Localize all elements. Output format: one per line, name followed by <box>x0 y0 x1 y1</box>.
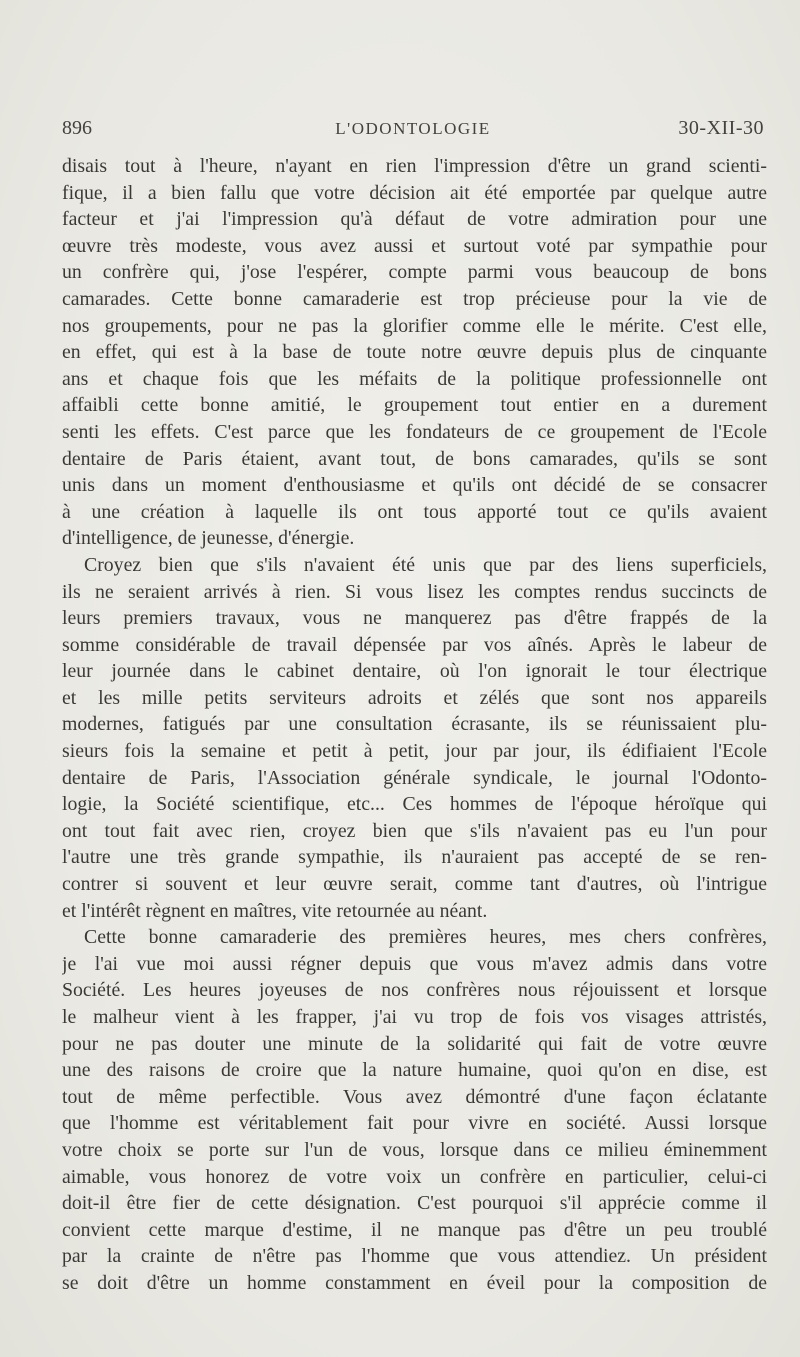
page-number: 896 <box>62 117 92 139</box>
journal-title: L'ODONTOLOGIE <box>335 119 491 138</box>
text-line: dentaire de Paris étaient, avant tout, de bons camarades, qu'ils se sont <box>62 447 767 470</box>
text-line: modernes, fatigués par une consultation écrasante, ils se réunissaient plu- <box>62 713 767 736</box>
text-line: par la crainte de n'être pas l'homme que vous attendiez. Un président <box>62 1245 767 1268</box>
text-line: un confrère qui, j'ose l'espérer, compte parmi vous beaucoup de bons <box>62 261 767 284</box>
text-line: le malheur vient à les frapper, j'ai vu trop de fois vos visages attristés, <box>62 1006 767 1028</box>
text-line: ils ne seraient arrivés à rien. Si vous lisez les comptes rendus succincts de <box>62 580 767 603</box>
text-line: ans et chaque fois que les méfaits de la politique professionnelle ont <box>62 367 767 390</box>
text-line: leur journée dans le cabinet dentaire, où l'on ignorait le tour électrique <box>62 660 767 683</box>
text-line: unis dans un moment d'enthousiasme et qu'ils ont décidé de se consacrer <box>62 474 767 497</box>
text-line: une des raisons de croire que la nature humaine, quoi qu'on en dise, est <box>62 1059 767 1082</box>
text-line: doit-il être fier de cette désignation. C'est pourquoi s'il apprécie comme il <box>62 1192 767 1215</box>
body-text <box>62 153 767 1297</box>
text-line: tout de même perfectible. Vous avez démontré d'une façon éclatante <box>62 1085 767 1108</box>
text-line: et les mille petits serviteurs adroits et zélés que sont nos appareils <box>62 686 767 709</box>
paragraph-end-line: et l'intérêt règnent en maîtres, vite retournée au néant. <box>62 899 488 922</box>
text-line: dentaire de Paris, l'Association générale syndicale, le journal l'Odonto- <box>62 766 767 789</box>
text-line: convient cette marque d'estime, il ne manque pas d'être un peu troublé <box>62 1218 767 1241</box>
text-line: votre choix se porte sur l'un de vous, lorsque dans ce milieu éminemment <box>62 1138 767 1161</box>
paragraph-start-line: Cette bonne camaraderie des premières heures, mes chers confrères, <box>84 926 767 949</box>
text-line: somme considérable de travail dépensée par vos aînés. Après le labeur de <box>62 633 767 656</box>
text-line: se doit d'être un homme constamment en éveil pour la composition de <box>62 1271 767 1294</box>
paragraph-start-line: Croyez bien que s'ils n'avaient été unis que par des liens superficiels, <box>84 553 767 576</box>
text-line: œuvre très modeste, vous avez aussi et surtout voté par sympathie pour <box>62 234 767 257</box>
text-line: en effet, qui est à la base de toute notre œuvre depuis plus de cinquante <box>62 341 767 364</box>
text-line: disais tout à l'heure, n'ayant en rien l'impression d'être un grand scienti- <box>62 155 767 177</box>
text-line: Société. Les heures joyeuses de nos confrères nous réjouissent et lorsque <box>62 979 767 1002</box>
text-line: fique, il a bien fallu que votre décision ait été emportée par quelque autre <box>62 181 767 204</box>
text-line: affaibli cette bonne amitié, le groupement tout entier en a durement <box>62 394 767 417</box>
text-line: ont tout fait avec rien, croyez bien que s'ils n'avaient pas eu l'un pour <box>62 819 767 842</box>
text-line: facteur et j'ai l'impression qu'à défaut de votre admiration pour une <box>62 208 767 231</box>
text-line: je l'ai vue moi aussi régner depuis que vous m'avez admis dans votre <box>62 952 767 975</box>
text-line: logie, la Société scientifique, etc... Ces hommes de l'époque héroïque qui <box>62 793 767 816</box>
issue-date: 30-XII-30 <box>678 117 764 139</box>
text-line: aimable, vous honorez de votre voix un confrère en particulier, celui-ci <box>62 1165 767 1188</box>
text-line: senti les effets. C'est parce que les fondateurs de ce groupement de l'Ecole <box>62 420 767 443</box>
text-line: nos groupements, pour ne pas la glorifier comme elle le mérite. C'est elle, <box>62 314 767 337</box>
text-line: que l'homme est véritablement fait pour vivre en société. Aussi lorsque <box>62 1112 767 1135</box>
text-line: sieurs fois la semaine et petit à petit, jour par jour, ils édifiaient l'Ecole <box>62 740 767 763</box>
paragraph-end-line: d'intelligence, de jeunesse, d'énergie. <box>62 527 355 550</box>
text-line: camarades. Cette bonne camaraderie est trop précieuse pour la vie de <box>62 287 767 310</box>
running-header <box>62 117 764 143</box>
text-line: pour ne pas douter une minute de la solidarité qui fait de votre œuvre <box>62 1032 767 1055</box>
text-line: leurs premiers travaux, vous ne manquerez pas d'être frappés de la <box>62 607 767 630</box>
text-line: contrer si souvent et leur œuvre serait, comme tant d'autres, où l'intrigue <box>62 873 767 896</box>
text-line: à une création à laquelle ils ont tous apporté tout ce qu'ils avaient <box>62 500 767 523</box>
text-line: l'autre une très grande sympathie, ils n'auraient pas accepté de se ren- <box>62 846 767 869</box>
